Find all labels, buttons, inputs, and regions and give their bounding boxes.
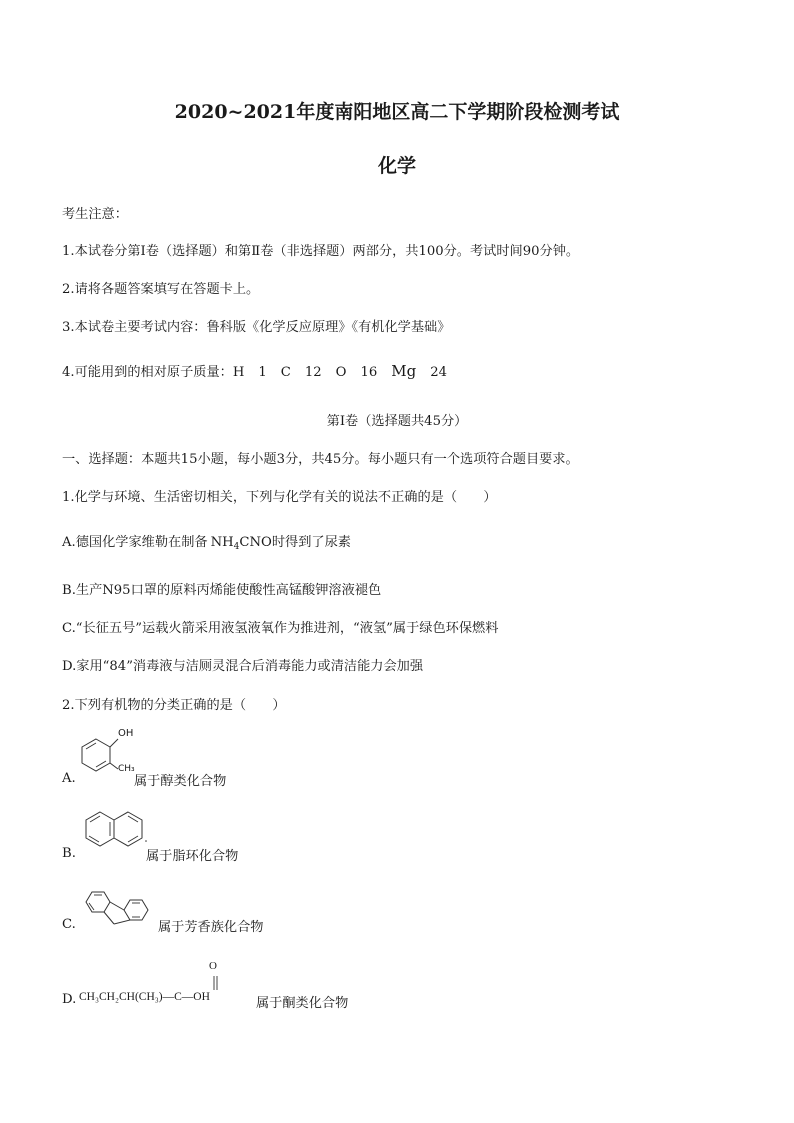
atomic-mass-c: 12 xyxy=(304,365,322,380)
q1-stem: 1.化学与环境、生活密切相关，下列与化学有关的说法不正确的是（ ） xyxy=(62,490,497,505)
q1-option-a xyxy=(62,531,351,552)
q2-a-oh: OH xyxy=(118,728,134,739)
note-item-2: 2.请将各题答案填写在答题卡上。 xyxy=(62,282,260,297)
note-item-1: 1.本试卷分第Ⅰ卷（选择题）和第Ⅱ卷（非选择题）两部分，共100分。考试时间90分钟。 xyxy=(62,244,580,259)
q2-option-d-formula: CH₃CH₂CH(CH₃)—C—OH xyxy=(79,991,210,1003)
q2-option-a-text: 属于醇类化合物 xyxy=(134,774,227,789)
naphthalene-icon xyxy=(80,808,152,860)
notes-heading: 考生注意： xyxy=(62,207,128,222)
q2-d-carbonyl-o: O xyxy=(209,960,217,972)
q2-option-b-label: B. xyxy=(62,846,76,861)
atomic-el-o: O xyxy=(335,365,347,380)
q2-option-c-label: C. xyxy=(62,917,76,932)
q1-a-prefix: A.德国化学家维勒在制备 xyxy=(62,535,208,550)
part1-instruction: 一、选择题：本题共15小题，每小题3分，共45分。每小题只有一个选项符合题目要求。 xyxy=(62,452,579,467)
double-bond-icon xyxy=(210,975,222,991)
atomic-el-mg: Mg xyxy=(391,362,417,380)
exam-subject: 化学 xyxy=(377,155,416,177)
atomic-mass-mg: 24 xyxy=(430,365,447,380)
fluorene-icon xyxy=(80,886,160,932)
q2-a-ch3: CH₃ xyxy=(118,764,135,774)
q1-option-c: C.“长征五号”运载火箭采用液氢液氧作为推进剂，“液氢”属于绿色环保燃料 xyxy=(62,621,499,636)
exam-title: 2020~2021年度南阳地区高二下学期阶段检测考试 xyxy=(174,101,620,123)
q2-option-c-text: 属于芳香族化合物 xyxy=(158,920,264,935)
atomic-el-c: C xyxy=(280,365,291,380)
q2-d-double-bond xyxy=(210,975,222,991)
atomic-el-h: H xyxy=(232,365,245,380)
q1-a-formula-sub: 4 xyxy=(233,542,240,552)
q2-option-c-structure xyxy=(80,886,160,932)
q1-option-d: D.家用“84”消毒液与洁厕灵混合后消毒能力或清洁能力会加强 xyxy=(62,659,424,674)
q1-a-suffix: 时得到了尿素 xyxy=(271,535,351,550)
q2-option-a-label: A. xyxy=(62,771,76,786)
q1-option-b: B.生产N95口罩的原料丙烯能使酸性高锰酸钾溶液褪色 xyxy=(62,583,382,598)
q2-option-d-text: 属于酮类化合物 xyxy=(256,996,349,1011)
q2-option-b-text: 属于脂环化合物 xyxy=(146,849,239,864)
note-item-3: 3.本试卷主要考试内容：鲁科版《化学反应原理》《有机化学基础》 xyxy=(62,320,451,335)
atomic-mass-h: 1 xyxy=(258,365,267,380)
q1-a-formula-nh: NH xyxy=(210,535,234,550)
atomic-mass-o: 16 xyxy=(360,365,378,380)
q2-option-d-label: D. xyxy=(62,992,77,1007)
part1-header: 第Ⅰ卷（选择题共45分） xyxy=(326,414,468,429)
note-item-4 xyxy=(62,361,447,380)
q2-option-b-structure xyxy=(80,808,152,860)
q2-stem: 2.下列有机物的分类正确的是（ ） xyxy=(62,698,286,713)
q2-option-a-structure xyxy=(74,727,134,782)
atomic-mass-prefix: 4.可能用到的相对原子质量： xyxy=(62,365,233,380)
q1-a-formula-rest: CNO xyxy=(239,535,272,550)
